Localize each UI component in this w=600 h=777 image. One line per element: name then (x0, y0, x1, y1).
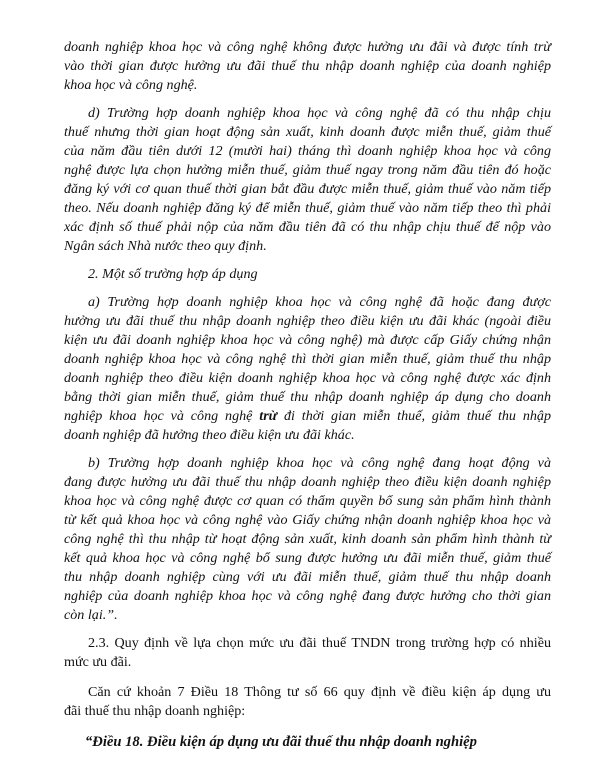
text-line: nghệ được lựa chọn hưởng miễn thuế, giảm thuế ngay trong năm đầu tiên đó hoặc (64, 162, 551, 178)
text-line: doanh nghiệp khoa học và công nghệ thì thời gian miễn thuế, giảm thuế thu nhập (64, 351, 551, 367)
text-line: a) Trường hợp doanh nghiệp khoa học và công nghệ đã hoặc đang được (88, 294, 551, 310)
text-span: đi thời gian miễn thuế, giảm thuế thu nhập (277, 408, 552, 424)
text-line: kết quả khoa học và công nghệ bổ sung được hưởng ưu đãi miễn thuế, giảm thuế (64, 550, 551, 566)
text-line: b) Trường hợp doanh nghiệp khoa học và công nghệ đang hoạt động và (88, 455, 551, 471)
text-line: đãi thuế thu nhập doanh nghiệp: (64, 703, 246, 719)
text-line: vào thời gian được hưởng ưu đãi thuế thu nhập doanh nghiệp của doanh nghiệp (64, 58, 551, 74)
text-line: đăng ký với cơ quan thuế thời gian bắt đầu được miễn thuế, giảm thuế vào năm tiếp (64, 181, 551, 197)
text-line: công nghệ thì thu nhập từ hoạt động sản xuất, kinh doanh sản phẩm hình thành từ (64, 531, 551, 547)
text-line: nghiệp của doanh nghiệp khoa học và công nghệ đang được hưởng cho thời gian (64, 588, 551, 604)
text-line: thuế nhưng thời gian hoạt động sản xuất, kinh doanh được miễn thuế, giảm thuế (64, 124, 551, 140)
text-line: khoa học và công nghệ. (64, 77, 198, 93)
text-line: theo. Nếu doanh nghiệp đăng ký để miễn thuế, giảm thuế vào năm tiếp theo thì phải (64, 200, 551, 216)
text-line: doanh nghiệp theo điều kiện doanh nghiệp khoa học và công nghệ được xác định (64, 370, 551, 386)
text-line: d) Trường hợp doanh nghiệp khoa học và công nghệ đã có thu nhập chịu (88, 105, 551, 121)
article-heading: “Điều 18. Điều kiện áp dụng ưu đãi thuế thu nhập doanh nghiệp (85, 734, 477, 750)
text-line: của năm đầu tiên dưới 12 (mười hai) tháng thì doanh nghiệp khoa học và công (64, 143, 551, 159)
text-line (64, 407, 551, 426)
text-line: hưởng ưu đãi thuế thu nhập doanh nghiệp theo điều kiện ưu đãi khác (ngoài điều (64, 313, 551, 329)
text-line: bằng thời gian miễn thuế, giảm thuế thu nhập doanh nghiệp áp dụng cho doanh (64, 389, 551, 405)
text-line: kiện ưu đãi doanh nghiệp khoa học và công nghệ) mà được cấp Giấy chứng nhận (64, 332, 551, 348)
text-line: xác định số thuế phải nộp của năm đầu tiên đã có thu nhập chịu thuế để nộp vào (64, 219, 551, 235)
emphasis-text: trừ (259, 408, 278, 424)
text-line: từ kết quả khoa học và công nghệ vào Giấy chứng nhận doanh nghiệp khoa học và (64, 512, 551, 528)
text-line: doanh nghiệp đã hưởng theo điều kiện ưu đãi khác. (64, 427, 355, 443)
text-line: doanh nghiệp khoa học và công nghệ không được hưởng ưu đãi và được tính trừ (64, 39, 551, 55)
text-span: nghiệp khoa học và công nghệ (64, 408, 260, 424)
text-line: đang được hưởng ưu đãi thuế thu nhập doanh nghiệp theo điều kiện doanh nghiệp (64, 474, 551, 490)
text-line: khoa học và công nghệ được cơ quan có thẩm quyền bổ sung sản phẩm hình thành (64, 493, 551, 509)
section-heading: 2. Một số trường hợp áp dụng (88, 266, 258, 282)
text-line: Căn cứ khoản 7 Điều 18 Thông tư số 66 quy định về điều kiện áp dụng ưu (88, 684, 551, 700)
text-line: 2.3. Quy định về lựa chọn mức ưu đãi thuế TNDN trong trường hợp có nhiều (88, 635, 551, 651)
text-line: còn lại.”. (64, 607, 118, 623)
text-line: mức ưu đãi. (64, 654, 132, 670)
text-line: Ngân sách Nhà nước theo quy định. (64, 238, 267, 254)
text-line: thu nhập doanh nghiệp cùng với ưu đãi miễn thuế, giảm thuế thu nhập doanh (64, 569, 551, 585)
